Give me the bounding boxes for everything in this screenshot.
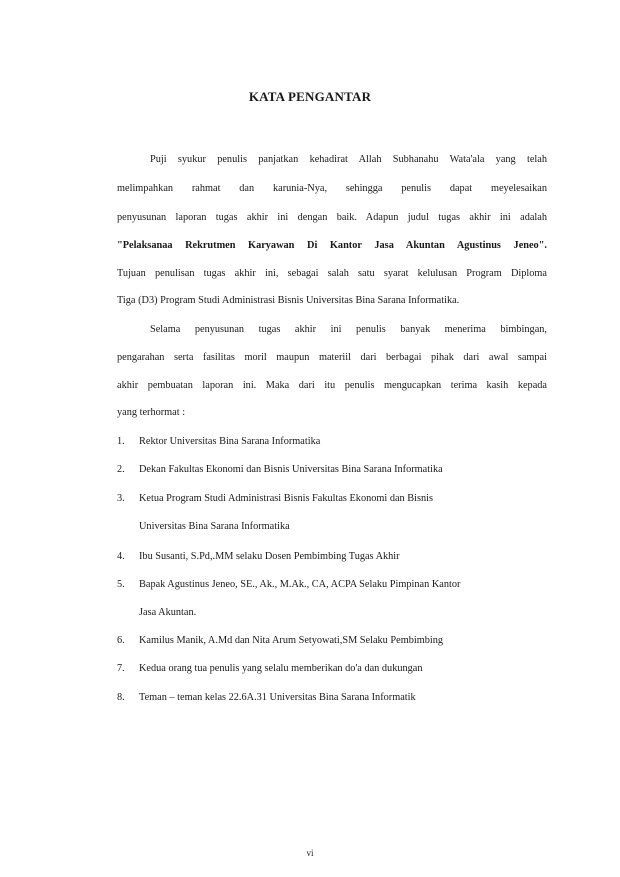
list-item-text: Kedua orang tua penulis yang selalu memberikan do'a dan dukungan bbox=[139, 663, 423, 674]
list-item-text: Ketua Program Studi Administrasi Bisnis Fakultas Ekonomi dan Bisnis bbox=[139, 493, 434, 504]
page-number: vi bbox=[306, 848, 314, 858]
list-number: 1. bbox=[117, 436, 125, 447]
paragraph-1-line-5: Tujuan penulisan tugas akhir ini, sebagai salah satu syarat kelulusan Program Diploma bbox=[117, 268, 547, 279]
list-number: 8. bbox=[117, 692, 125, 703]
list-item-text: Jasa Akuntan. bbox=[139, 607, 197, 618]
paragraph-1-line-3: penyusunan laporan tugas akhir ini dengan baik. Adapun judul tugas akhir ini adalah bbox=[117, 212, 547, 223]
paragraph-2-line-4: yang terhormat : bbox=[117, 407, 186, 418]
paragraph-2-line-2: pengarahan serta fasilitas moril maupun materiil dari berbagai pihak dari awal sampai bbox=[117, 352, 547, 363]
list-item-text: Universitas Bina Sarana Informatika bbox=[139, 521, 290, 532]
list-number: 7. bbox=[117, 663, 125, 674]
list-item-text: Kamilus Manik, A.Md dan Nita Arum Setyowati,SM Selaku Pembimbing bbox=[139, 635, 444, 646]
list-number: 6. bbox=[117, 635, 125, 646]
list-number: 3. bbox=[117, 493, 125, 504]
list-item-text: Dekan Fakultas Ekonomi dan Bisnis Universitas Bina Sarana Informatika bbox=[139, 464, 443, 475]
list-number: 2. bbox=[117, 464, 125, 475]
paragraph-1-line-6: Tiga (D3) Program Studi Administrasi Bisnis Universitas Bina Sarana Informatika. bbox=[117, 295, 460, 306]
page-title: KATA PENGANTAR bbox=[248, 89, 372, 104]
list-item-text: Bapak Agustinus Jeneo, SE., Ak., M.Ak., CA, ACPA Selaku Pimpinan Kantor bbox=[139, 579, 461, 590]
list-item-text: Teman – teman kelas 22.6A.31 Universitas Bina Sarana Informatik bbox=[139, 692, 416, 703]
list-item-text: Rektor Universitas Bina Sarana Informatika bbox=[139, 436, 321, 447]
paragraph-1-line-2: melimpahkan rahmat dan karunia-Nya, sehingga penulis dapat meyelesaikan bbox=[117, 183, 547, 194]
report-title-line: "Pelaksanaa Rekrutmen Karyawan Di Kantor Jasa Akuntan Agustinus Jeneo". bbox=[117, 240, 547, 251]
list-item-text: Ibu Susanti, S.Pd,.MM selaku Dosen Pembimbing Tugas Akhir bbox=[139, 551, 400, 562]
paragraph-1-line-1: Puji syukur penulis panjatkan kehadirat Allah Subhanahu Wata'ala yang telah bbox=[150, 154, 547, 165]
list-number: 4. bbox=[117, 551, 125, 562]
paragraph-2-line-1: Selama penyusunan tugas akhir ini penulis banyak menerima bimbingan, bbox=[150, 324, 547, 335]
paragraph-2-line-3: akhir pembuatan laporan ini. Maka dari itu penulis mengucapkan terima kasih kepada bbox=[117, 380, 547, 391]
list-number: 5. bbox=[117, 579, 125, 590]
